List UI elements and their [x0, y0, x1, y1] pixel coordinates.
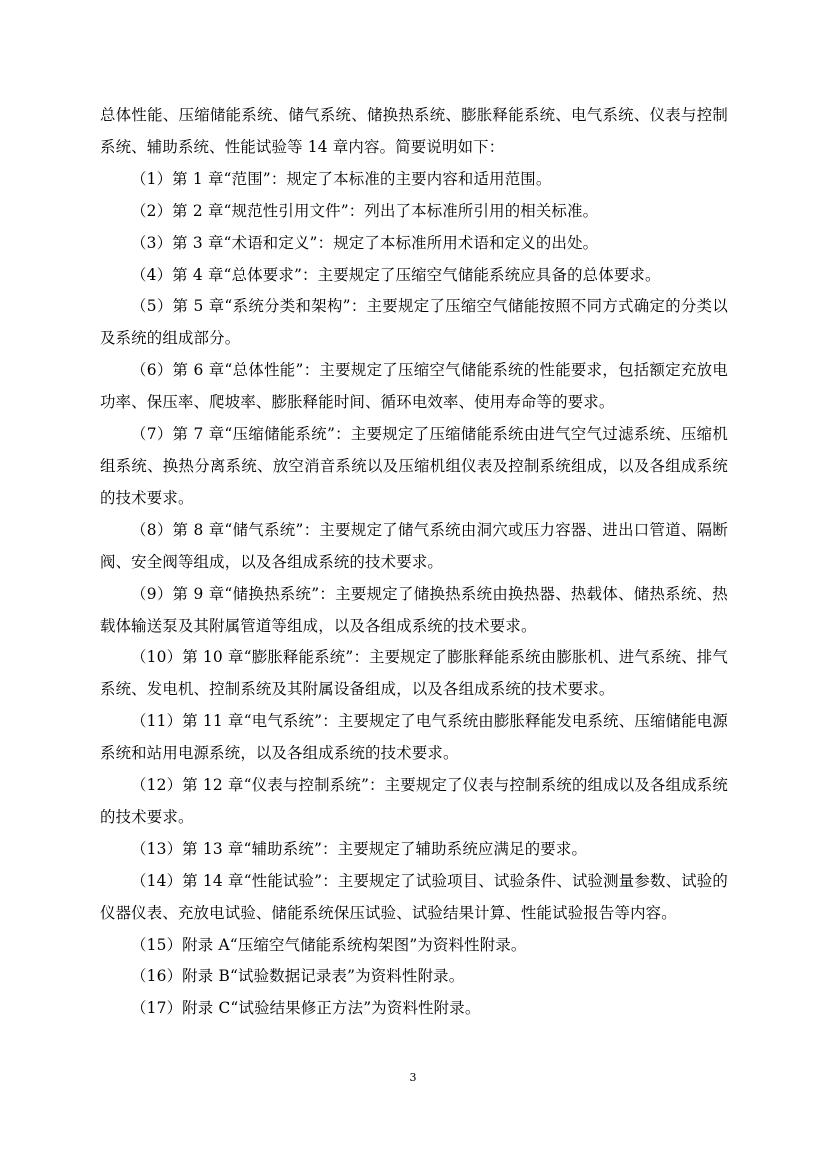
chapter-item-8: （8）第 8 章“储气系统”：主要规定了储气系统由洞穴或压力容器、进出口管道、隔断阀、安全阀等组成，以及各组成系统的技术要求。 [100, 520, 728, 571]
chapter-item-9: （9）第 9 章“储换热系统”：主要规定了储换热系统由换热器、热载体、储热系统、热载体输送泵及其附属管道等组成，以及各组成系统的技术要求。 [100, 584, 728, 635]
chapter-item-6: （6）第 6 章“总体性能”：主要规定了压缩空气储能系统的性能要求，包括额定充放电功率、保压率、爬坡率、膨胀释能时间、循环电效率、使用寿命等的要求。 [100, 361, 728, 412]
chapter-item-14: （14）第 14 章“性能试验”：主要规定了试验项目、试验条件、试验测量参数、试验的仪器仪表、充放电试验、储能系统保压试验、试验结果计算、性能试验报告等内容。 [100, 871, 728, 922]
chapter-item-7: （7）第 7 章“压缩储能系统”：主要规定了压缩储能系统由进气空气过滤系统、压缩机组系统、换热分离系统、放空消音系统以及压缩机组仪表及控制系统组成，以及各组成系统的技术要求。 [100, 425, 728, 507]
chapter-item-13: （13）第 13 章“辅助系统”：主要规定了辅助系统应满足的要求。 [131, 839, 588, 858]
document-body [100, 100, 728, 1025]
chapter-item-10: （10）第 10 章“膨胀释能系统”：主要规定了膨胀释能系统由膨胀机、进气系统、排气系统、发电机、控制系统及其附属设备组成，以及各组成系统的技术要求。 [100, 648, 728, 699]
appendix-item-a: （15）附录 A“压缩空气储能系统构架图”为资料性附录。 [131, 935, 527, 954]
chapter-item-3: （3）第 3 章“术语和定义”：规定了本标准所用术语和定义的出处。 [131, 233, 599, 252]
chapter-item-12: （12）第 12 章“仪表与控制系统”：主要规定了仪表与控制系统的组成以及各组成系统的技术要求。 [100, 776, 728, 826]
appendix-item-b: （16）附录 B“试验数据记录表”为资料性附录。 [131, 967, 465, 986]
chapter-item-5: （5）第 5 章“系统分类和架构”：主要规定了压缩空气储能按照不同方式确定的分类以及系统的组成部分。 [100, 297, 728, 348]
chapter-item-2: （2）第 2 章“规范性引用文件”：列出了本标准所引用的相关标准。 [131, 201, 599, 220]
chapter-item-11: （11）第 11 章“电气系统”：主要规定了电气系统由膨胀释能发电系统、压缩储能电源系统和站用电源系统，以及各组成系统的技术要求。 [100, 712, 728, 763]
appendix-item-c: （17）附录 C“试验结果修正方法”为资料性附录。 [131, 999, 481, 1018]
intro-paragraph: 总体性能、压缩储能系统、储气系统、储换热系统、膨胀释能系统、电气系统、仪表与控制系统、辅助系统、性能试验等 14 章内容。简要说明如下： [100, 106, 728, 156]
chapter-item-1: （1）第 1 章“范围”：规定了本标准的主要内容和适用范围。 [131, 169, 552, 188]
page-number: 3 [409, 1071, 417, 1084]
chapter-item-4: （4）第 4 章“总体要求”：主要规定了压缩空气储能系统应具备的总体要求。 [131, 265, 661, 284]
